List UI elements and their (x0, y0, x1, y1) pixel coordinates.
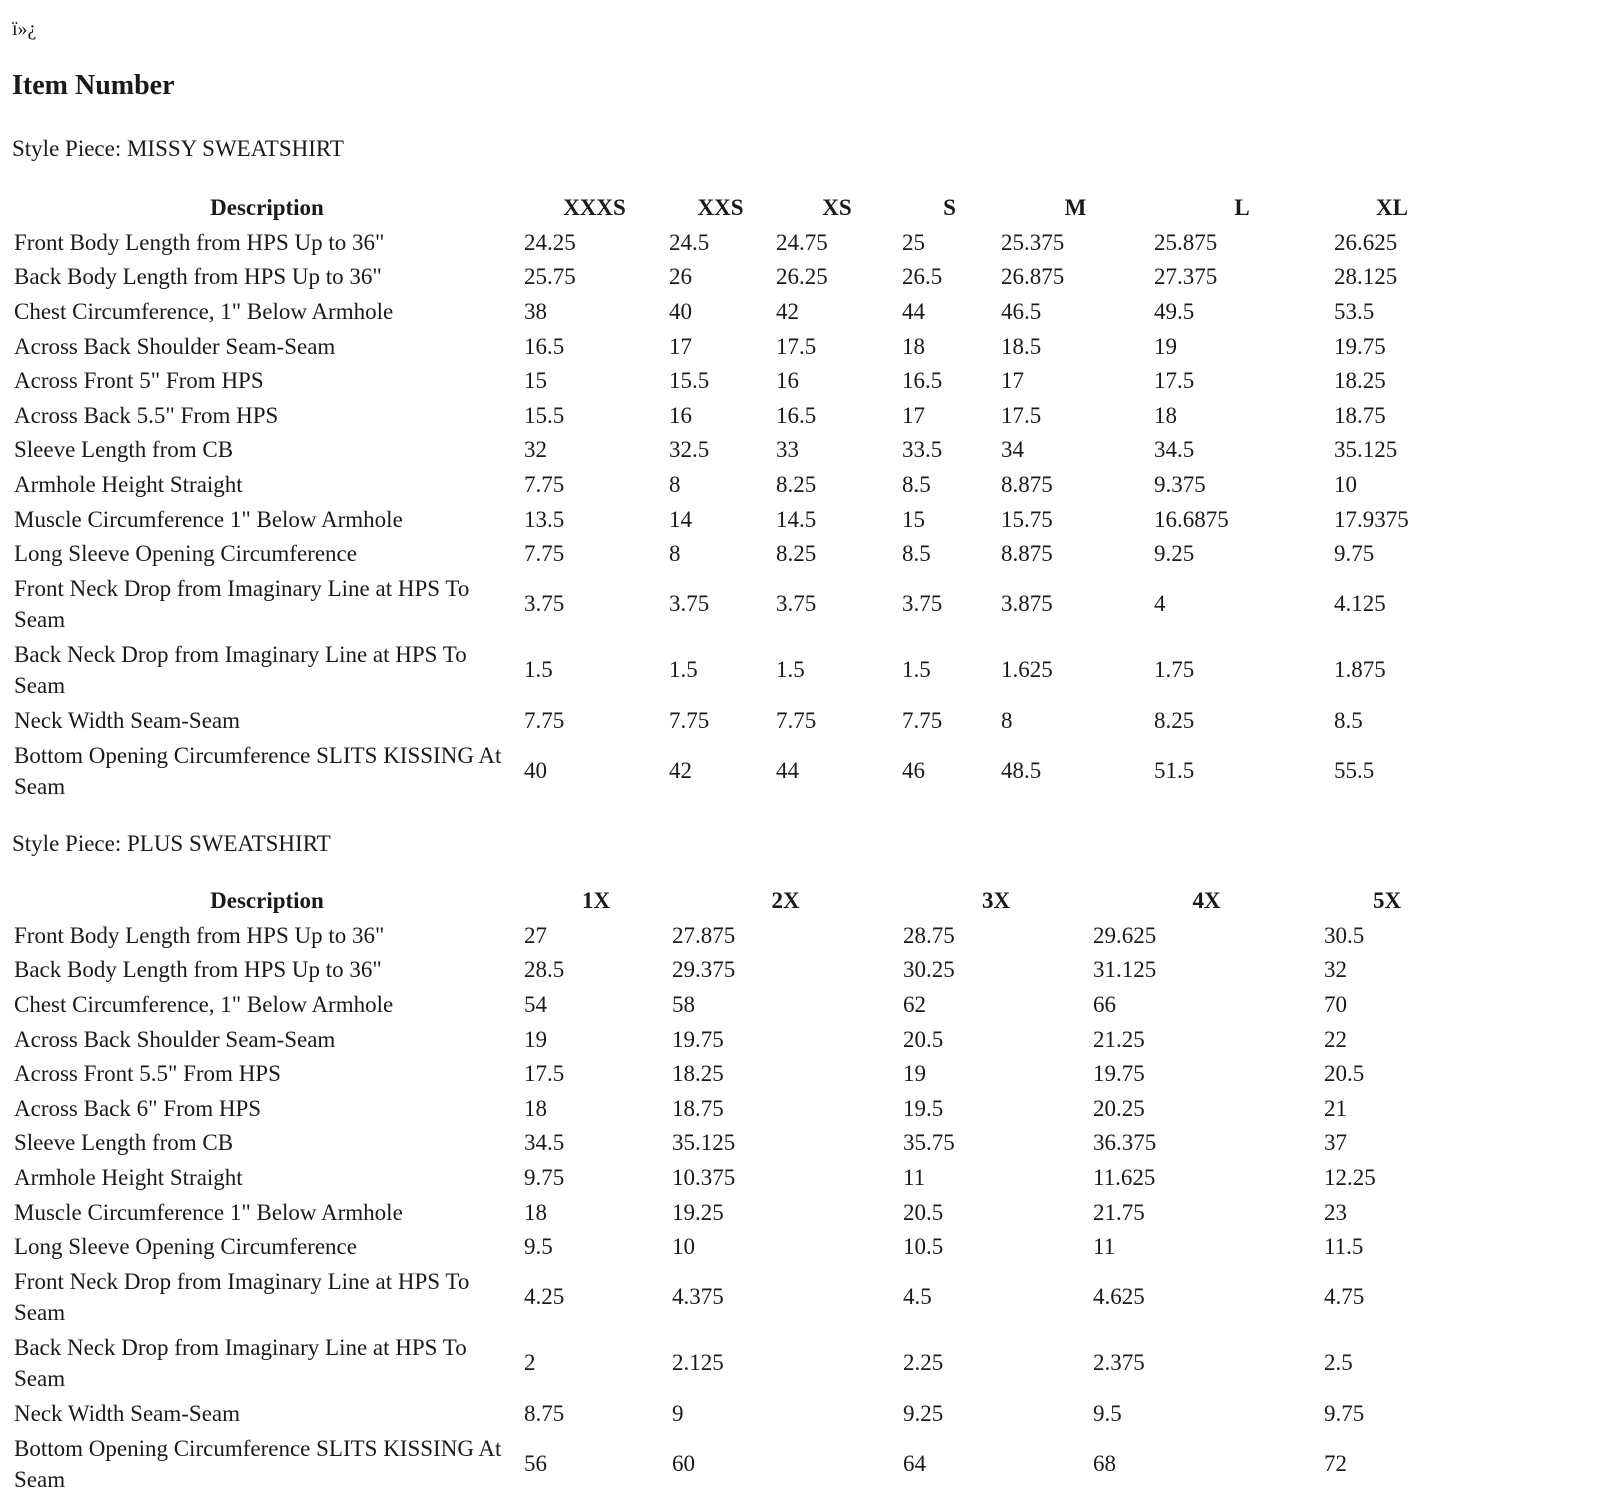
measurement-value: 3.75 (902, 591, 943, 617)
measurement-description: Across Back 6" From HPS (14, 1095, 262, 1121)
table-header-row (12, 884, 1452, 918)
measurement-value: 16 (776, 368, 799, 394)
measurement-description: Front Neck Drop from Imaginary Line at HPS To Seam (14, 575, 470, 632)
measurement-value: 29.375 (672, 957, 736, 983)
measurement-value: 4.75 (1324, 1284, 1365, 1310)
measurement-value: 13.5 (524, 506, 565, 532)
measurement-value: 31.125 (1093, 957, 1157, 983)
measurement-description: Chest Circumference, 1" Below Armhole (14, 991, 394, 1017)
table-row (12, 467, 1452, 502)
table-row (12, 1396, 1452, 1431)
measurement-value: 2.125 (672, 1350, 724, 1376)
measurement-value: 27.875 (672, 922, 736, 948)
table-row (12, 637, 1452, 703)
measurement-value: 9.25 (1154, 541, 1195, 567)
measurement-value: 4.25 (524, 1284, 565, 1310)
measurement-value: 24.5 (669, 229, 710, 255)
measurement-value: 34 (1001, 437, 1024, 463)
measurement-value: 18.75 (1334, 402, 1386, 428)
measurement-value: 21 (1324, 1095, 1347, 1121)
measurement-value: 54 (524, 991, 547, 1017)
measurement-value: 16 (669, 402, 692, 428)
measurement-value: 4.375 (672, 1284, 724, 1310)
measurement-value: 8.25 (1154, 707, 1195, 733)
measurement-value: 8 (669, 541, 681, 567)
measurement-value: 18 (902, 333, 925, 359)
measurement-value: 1.875 (1334, 657, 1386, 683)
measurement-description: Sleeve Length from CB (14, 1130, 234, 1156)
measurement-description: Bottom Opening Circumference SLITS KISSING At Seam (14, 742, 502, 799)
measurement-description: Back Neck Drop from Imaginary Line at HPS To Seam (14, 641, 467, 698)
measurement-value: 9.75 (1334, 541, 1375, 567)
measurement-value: 44 (902, 298, 925, 324)
measurement-value: 3.75 (776, 591, 817, 617)
measurement-value: 34.5 (524, 1130, 565, 1156)
measurement-value: 8.25 (776, 471, 817, 497)
measurement-value: 53.5 (1334, 298, 1375, 324)
measurement-value: 56 (524, 1451, 547, 1477)
measurement-value: 20.5 (903, 1199, 944, 1225)
measurement-value: 9.25 (903, 1400, 944, 1426)
measurement-value: 25.75 (524, 264, 576, 290)
measurement-value: 15.75 (1001, 506, 1053, 532)
measurement-value: 8.5 (1334, 707, 1363, 733)
table-row (12, 1022, 1452, 1057)
measurement-value: 7.75 (524, 471, 565, 497)
measurement-value: 17.5 (1154, 368, 1195, 394)
measurement-value: 3.75 (524, 591, 565, 617)
measurement-value: 38 (524, 298, 547, 324)
measurement-value: 4 (1154, 591, 1166, 617)
measurement-value: 15 (524, 368, 547, 394)
measurement-description: Back Neck Drop from Imaginary Line at HPS To Seam (14, 1334, 467, 1391)
measurement-value: 4.5 (903, 1284, 932, 1310)
measurement-value: 12.25 (1324, 1164, 1376, 1190)
measurement-value: 15.5 (669, 368, 710, 394)
measurement-value: 8.5 (902, 541, 931, 567)
measurement-value: 17.5 (524, 1061, 565, 1087)
measurement-value: 70 (1324, 991, 1347, 1017)
column-header-xxxs: XXXS (563, 195, 626, 220)
missy-size-spec-table (12, 191, 1452, 804)
measurement-value: 21.25 (1093, 1026, 1145, 1052)
table-row (12, 398, 1452, 433)
measurement-value: 10 (1334, 471, 1357, 497)
column-header-description: Description (210, 888, 324, 913)
measurement-description: Front Body Length from HPS Up to 36" (14, 229, 385, 255)
measurement-value: 2 (524, 1350, 536, 1376)
measurement-value: 17.9375 (1334, 506, 1409, 532)
measurement-value: 11 (1093, 1234, 1116, 1260)
measurement-value: 20.5 (903, 1026, 944, 1052)
measurement-description: Armhole Height Straight (14, 1164, 243, 1190)
measurement-value: 44 (776, 758, 799, 784)
measurement-value: 9.5 (1093, 1400, 1122, 1426)
measurement-description: Bottom Opening Circumference SLITS KISSING At Seam (14, 1435, 502, 1492)
measurement-value: 7.75 (524, 707, 565, 733)
measurement-value: 9.5 (524, 1234, 553, 1260)
measurement-value: 17 (902, 402, 925, 428)
table-row (12, 918, 1452, 953)
measurement-value: 32 (1324, 957, 1347, 983)
measurement-value: 35.125 (1334, 437, 1398, 463)
measurement-value: 9.375 (1154, 471, 1206, 497)
table-row (12, 363, 1452, 398)
measurement-value: 16.5 (524, 333, 565, 359)
measurement-value: 11.5 (1324, 1234, 1364, 1260)
measurement-value: 4.625 (1093, 1284, 1145, 1310)
measurement-value: 11 (903, 1164, 926, 1190)
measurement-value: 46 (902, 758, 925, 784)
measurement-description: Long Sleeve Opening Circumference (14, 1234, 357, 1260)
table-row (12, 502, 1452, 537)
measurement-value: 35.125 (672, 1130, 736, 1156)
measurement-value: 18.25 (672, 1061, 724, 1087)
table-row (12, 1229, 1452, 1264)
measurement-value: 16.6875 (1154, 506, 1229, 532)
measurement-value: 36.375 (1093, 1130, 1157, 1156)
table-row (12, 260, 1452, 295)
table-row (12, 433, 1452, 468)
plus-size-spec-table (12, 884, 1452, 1497)
measurement-description: Muscle Circumference 1" Below Armhole (14, 1199, 403, 1225)
measurement-value: 24.75 (776, 229, 828, 255)
measurement-value: 40 (669, 298, 692, 324)
measurement-description: Back Body Length from HPS Up to 36" (14, 957, 382, 983)
measurement-value: 33 (776, 437, 799, 463)
measurement-value: 1.5 (776, 657, 805, 683)
measurement-value: 8.875 (1001, 541, 1053, 567)
measurement-value: 18 (1154, 402, 1177, 428)
measurement-value: 7.75 (669, 707, 710, 733)
column-header-1x: 1X (581, 888, 611, 913)
measurement-value: 27 (524, 922, 547, 948)
column-header-2x: 2X (771, 888, 800, 913)
column-header-xl: XL (1376, 195, 1408, 220)
measurement-value: 46.5 (1001, 298, 1042, 324)
measurement-value: 25.375 (1001, 229, 1065, 255)
table-row (12, 1091, 1452, 1126)
measurement-value: 21.75 (1093, 1199, 1145, 1225)
measurement-description: Chest Circumference, 1" Below Armhole (14, 298, 394, 324)
measurement-value: 18 (524, 1095, 547, 1121)
measurement-value: 19.5 (903, 1095, 944, 1121)
measurement-value: 33.5 (902, 437, 943, 463)
measurement-value: 19.75 (1093, 1061, 1145, 1087)
table-header-row (12, 191, 1452, 225)
measurement-value: 1.5 (669, 657, 698, 683)
measurement-description: Armhole Height Straight (14, 471, 243, 497)
table-row (12, 1160, 1452, 1195)
measurement-value: 3.875 (1001, 591, 1053, 617)
plus-style-piece-label: Style Piece: PLUS SWEATSHIRT (12, 831, 331, 856)
measurement-value: 8.875 (1001, 471, 1053, 497)
column-header-l: L (1234, 195, 1250, 220)
column-header-4x: 4X (1192, 888, 1221, 913)
measurement-value: 2.375 (1093, 1350, 1145, 1376)
measurement-value: 35.75 (903, 1130, 955, 1156)
measurement-value: 22 (1324, 1026, 1347, 1052)
measurement-value: 1.5 (902, 657, 931, 683)
measurement-value: 37 (1324, 1130, 1347, 1156)
table-row (12, 1264, 1452, 1330)
measurement-value: 26.25 (776, 264, 828, 290)
column-header-5x: 5X (1372, 888, 1402, 913)
table-row (12, 571, 1452, 637)
measurement-value: 17.5 (776, 333, 817, 359)
measurement-value: 7.75 (524, 541, 565, 567)
measurement-value: 26.5 (902, 264, 943, 290)
measurement-value: 10 (672, 1234, 695, 1260)
measurement-value: 11.625 (1093, 1164, 1156, 1190)
measurement-value: 28.5 (524, 957, 565, 983)
table-row (12, 329, 1452, 364)
column-header-description: Description (210, 195, 324, 220)
measurement-value: 17 (1001, 368, 1024, 394)
measurement-value: 18.5 (1001, 333, 1042, 359)
missy-style-piece-label: Style Piece: MISSY SWEATSHIRT (12, 136, 344, 161)
measurement-value: 1.75 (1154, 657, 1195, 683)
measurement-value: 68 (1093, 1451, 1116, 1477)
measurement-description: Sleeve Length from CB (14, 437, 234, 463)
measurement-value: 18.75 (672, 1095, 724, 1121)
measurement-value: 27.375 (1154, 264, 1218, 290)
measurement-value: 28.75 (903, 922, 955, 948)
table-row (12, 738, 1452, 804)
measurement-description: Front Neck Drop from Imaginary Line at HPS To Seam (14, 1268, 470, 1325)
page-title: Item Number (12, 70, 175, 101)
measurement-description: Front Body Length from HPS Up to 36" (14, 922, 385, 948)
measurement-value: 15 (902, 506, 925, 532)
table-row (12, 225, 1452, 260)
measurement-value: 32 (524, 437, 547, 463)
column-header-xs: XS (822, 195, 852, 220)
measurement-description: Muscle Circumference 1" Below Armhole (14, 506, 403, 532)
measurement-value: 20.25 (1093, 1095, 1145, 1121)
measurement-value: 19.25 (672, 1199, 724, 1225)
table-row (12, 1195, 1452, 1230)
measurement-value: 19 (903, 1061, 926, 1087)
table-row (12, 1056, 1452, 1091)
table-row (12, 1330, 1452, 1396)
measurement-value: 26.875 (1001, 264, 1065, 290)
column-header-s: S (943, 195, 956, 220)
measurement-value: 8 (669, 471, 681, 497)
measurement-value: 20.5 (1324, 1061, 1365, 1087)
measurement-value: 2.5 (1324, 1350, 1353, 1376)
measurement-value: 58 (672, 991, 695, 1017)
measurement-value: 42 (776, 298, 799, 324)
measurement-value: 49.5 (1154, 298, 1195, 324)
measurement-value: 1.625 (1001, 657, 1053, 683)
measurement-value: 2.25 (903, 1350, 944, 1376)
measurement-value: 48.5 (1001, 758, 1042, 784)
measurement-value: 19.75 (672, 1026, 724, 1052)
measurement-description: Long Sleeve Opening Circumference (14, 541, 357, 567)
measurement-value: 10.5 (903, 1234, 944, 1260)
measurement-value: 34.5 (1154, 437, 1195, 463)
measurement-value: 30.25 (903, 957, 955, 983)
measurement-description: Across Front 5.5" From HPS (14, 1061, 281, 1087)
byte-order-mark-text: ï»¿ (12, 18, 37, 40)
measurement-value: 29.625 (1093, 922, 1157, 948)
table-row (12, 536, 1452, 571)
measurement-value: 19 (1154, 333, 1177, 359)
table-row (12, 987, 1452, 1022)
measurement-description: Neck Width Seam-Seam (14, 1400, 241, 1426)
measurement-value: 23 (1324, 1199, 1347, 1225)
measurement-description: Neck Width Seam-Seam (14, 707, 241, 733)
measurement-value: 30.5 (1324, 922, 1365, 948)
measurement-value: 28.125 (1334, 264, 1398, 290)
measurement-value: 9.75 (1324, 1400, 1365, 1426)
measurement-value: 17.5 (1001, 402, 1042, 428)
measurement-value: 14 (669, 506, 692, 532)
measurement-value: 64 (903, 1451, 926, 1477)
measurement-value: 19.75 (1334, 333, 1386, 359)
measurement-value: 7.75 (902, 707, 943, 733)
measurement-value: 15.5 (524, 402, 565, 428)
measurement-value: 17 (669, 333, 692, 359)
measurement-value: 26 (669, 264, 692, 290)
measurement-description: Across Back 5.5" From HPS (14, 402, 279, 428)
measurement-value: 16.5 (776, 402, 817, 428)
measurement-value: 40 (524, 758, 547, 784)
measurement-value: 62 (903, 991, 926, 1017)
column-header-xxs: XXS (697, 195, 744, 220)
measurement-value: 55.5 (1334, 758, 1375, 784)
table-row (12, 1126, 1452, 1161)
measurement-value: 14.5 (776, 506, 817, 532)
measurement-value: 66 (1093, 991, 1116, 1017)
measurement-value: 42 (669, 758, 692, 784)
measurement-value: 72 (1324, 1451, 1347, 1477)
measurement-description: Across Front 5" From HPS (14, 368, 264, 394)
measurement-description: Back Body Length from HPS Up to 36" (14, 264, 382, 290)
measurement-value: 25.875 (1154, 229, 1218, 255)
table-row (12, 953, 1452, 988)
table-row (12, 294, 1452, 329)
measurement-value: 8.5 (902, 471, 931, 497)
measurement-value: 25 (902, 229, 925, 255)
measurement-value: 1.5 (524, 657, 553, 683)
measurement-value: 18 (524, 1199, 547, 1225)
measurement-value: 9.75 (524, 1164, 565, 1190)
measurement-value: 3.75 (669, 591, 710, 617)
column-header-m: M (1064, 195, 1087, 220)
table-row (12, 703, 1452, 738)
measurement-value: 51.5 (1154, 758, 1195, 784)
measurement-value: 24.25 (524, 229, 576, 255)
measurement-value: 7.75 (776, 707, 817, 733)
measurement-value: 8.75 (524, 1400, 565, 1426)
measurement-value: 32.5 (669, 437, 710, 463)
measurement-value: 4.125 (1334, 591, 1386, 617)
table-row (12, 1431, 1452, 1497)
measurement-value: 9 (672, 1400, 684, 1426)
measurement-description: Across Back Shoulder Seam-Seam (14, 1026, 336, 1052)
measurement-value: 19 (524, 1026, 547, 1052)
measurement-value: 18.25 (1334, 368, 1386, 394)
measurement-value: 10.375 (672, 1164, 736, 1190)
measurement-value: 16.5 (902, 368, 943, 394)
measurement-value: 26.625 (1334, 229, 1398, 255)
measurement-value: 8 (1001, 707, 1013, 733)
measurement-description: Across Back Shoulder Seam-Seam (14, 333, 336, 359)
measurement-value: 60 (672, 1451, 695, 1477)
measurement-value: 8.25 (776, 541, 817, 567)
column-header-3x: 3X (981, 888, 1011, 913)
